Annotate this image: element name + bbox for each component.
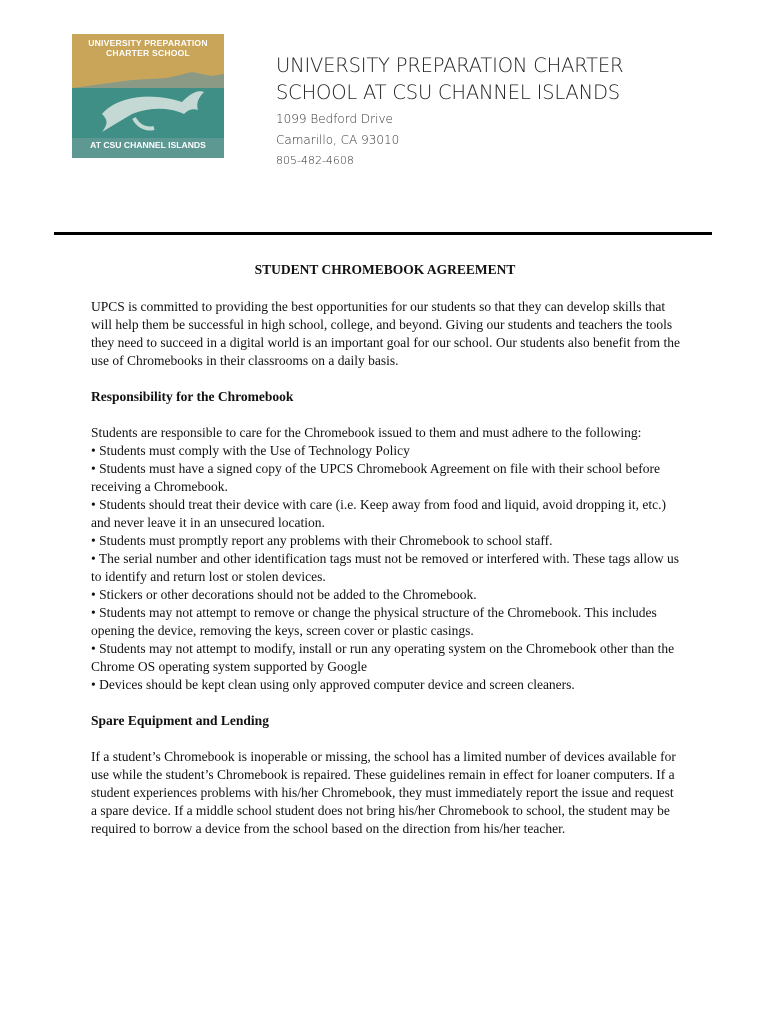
section-heading-responsibility: Responsibility for the Chromebook [91, 389, 294, 404]
logo-bottom-text: AT CSU CHANNEL ISLANDS [90, 140, 206, 150]
responsibility-lead: Students are responsible to care for the Chromebook issued to them and must adhere to the following: [91, 425, 642, 440]
list-item: • Students may not attempt to remove or change the physical structure of the Chromebook. This includes opening the device, removing the keys, screen cover or plastic casings. [91, 605, 657, 638]
document-title: STUDENT CHROMEBOOK AGREEMENT [254, 262, 516, 277]
list-item: • Students must have a signed copy of the UPCS Chromebook Agreement on file with their school before receiving a Chromebook. [91, 461, 661, 494]
list-item: • Devices should be kept clean using only approved computer device and screen cleaners. [91, 677, 575, 692]
school-name-line2: SCHOOL AT CSU CHANNEL ISLANDS [276, 81, 620, 104]
section-heading-spare-equipment: Spare Equipment and Lending [91, 713, 269, 728]
list-item: • Students must promptly report any problems with their Chromebook to school staff. [91, 533, 553, 548]
school-name-line1: UNIVERSITY PREPARATION CHARTER [276, 54, 624, 77]
header-divider [54, 232, 712, 235]
list-item: • Students should treat their device with care (i.e. Keep away from food and liquid, avoid dropping it, etc.) and never leave it in an unsecured location. [91, 497, 666, 530]
list-item: • Students may not attempt to modify, install or run any operating system on the Chromebook other than the Chrome OS operating system supported by Google [91, 641, 675, 674]
school-address [276, 109, 706, 151]
school-logo [72, 34, 224, 158]
spare-equipment-paragraph: If a student’s Chromebook is inoperable or missing, the school has a limited number of devices available for use while the student’s Chromebook is repaired. These guidelines remain in effect for loaner computers. If a student experiences problems with his/her Chromebook, they must immediately report the issue and request a spare device. If a middle school student does not bring his/her Chromebook to school, the student may be required to borrow a device from the school based on the direction from his/her teacher. [91, 749, 676, 836]
document-body [91, 298, 681, 838]
address-line2: Camarillo, CA 93010 [276, 133, 400, 147]
list-item: • Students must comply with the Use of Technology Policy [91, 443, 410, 458]
list-item: • The serial number and other identification tags must not be removed or interfered with. These tags allow us to identify and return lost or stolen devices. [91, 551, 679, 584]
school-name [276, 52, 706, 106]
list-item: • Stickers or other decorations should not be added to the Chromebook. [91, 587, 477, 602]
intro-paragraph: UPCS is committed to providing the best opportunities for our students so that they can develop skills that will help them be successful in high school, college, and beyond. Giving our students and teachers the tools they need to succeed in a digital world is an important goal for our school. Our students also benefit from the use of Chromebooks in their classrooms on a daily basis. [91, 299, 680, 368]
school-header [276, 52, 706, 171]
school-phone: 805-482-4608 [276, 154, 354, 167]
logo-top-text: UNIVERSITY PREPARATION CHARTER SCHOOL [88, 38, 208, 58]
address-line1: 1099 Bedford Drive [276, 112, 393, 126]
